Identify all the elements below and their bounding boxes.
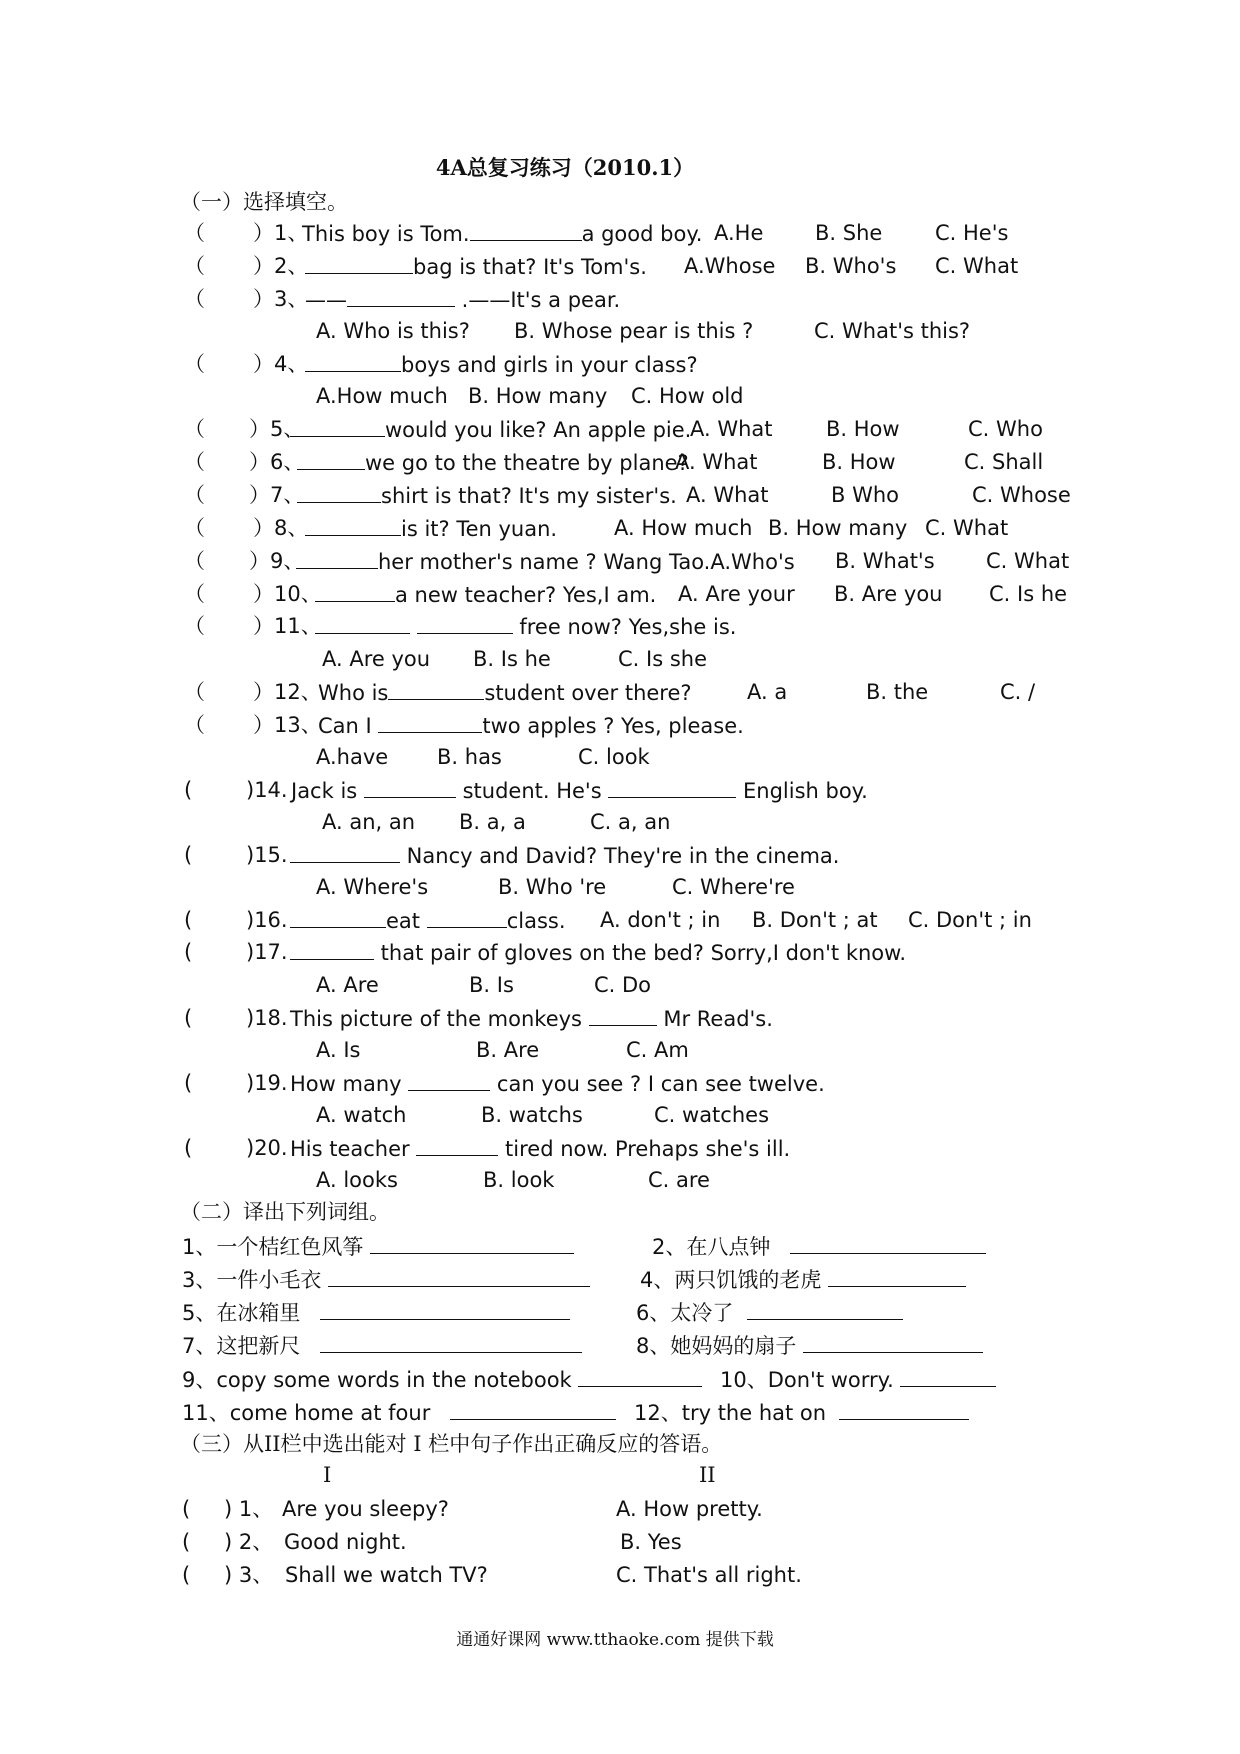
question-12: （ ）12、 Who is student over there? A. a B. the C. / bbox=[0, 677, 1240, 707]
match-row-3: ( ) 3、 Shall we watch TV? C. That's all right. bbox=[182, 1563, 802, 1587]
question-17: ( )17. that pair of gloves on the bed? Sorry,I don't know. bbox=[0, 937, 1240, 967]
section2-heading: （二）译出下列词组。 bbox=[180, 1200, 390, 1224]
question-17-options: A. Are B. Is C. Do bbox=[316, 973, 652, 997]
blank[interactable] bbox=[364, 775, 456, 798]
phrase-row-3: 5、在冰箱里 6、太冷了 bbox=[0, 1297, 1240, 1327]
blank[interactable] bbox=[828, 1264, 966, 1287]
page-title: 4A总复习练习（2010.1） bbox=[435, 155, 695, 180]
question-14: ( )14. Jack is student. He's English boy. bbox=[0, 775, 1240, 805]
question-16: ( )16. eat class. A. don't ; in B. Don't ; at C. Don't ; in bbox=[0, 905, 1240, 935]
blank[interactable] bbox=[417, 611, 513, 634]
question-20: ( )20. His teacher tired now. Prehaps she's ill. bbox=[0, 1133, 1240, 1163]
blank[interactable] bbox=[470, 218, 582, 241]
question-14-options: A. an, an B. a, a C. a, an bbox=[322, 810, 671, 834]
question-5: （ ）5、 would you like? An apple pie. A. What B. How C. Who bbox=[0, 414, 1240, 444]
question-8: （ ）8、 is it? Ten yuan. A. How much B. How many C. What bbox=[0, 513, 1240, 543]
section3-heading: （三）从II栏中选出能对 I 栏中句子作出正确反应的答语。 bbox=[180, 1432, 723, 1456]
question-3-options: A. Who is this? B. Whose pear is this ? C. What's this? bbox=[316, 319, 971, 343]
question-6: （ ）6、 we go to the theatre by plane? A. What B. How C. Shall bbox=[0, 447, 1240, 477]
question-2: （ ）2、 bag is that? It's Tom's. A.Whose B. Who's C. What bbox=[0, 251, 1240, 281]
blank[interactable] bbox=[290, 414, 385, 437]
question-19-options: A. watch B. watchs C. watches bbox=[316, 1103, 770, 1127]
match-row-2: ( ) 2、 Good night. B. Yes bbox=[182, 1530, 682, 1554]
blank[interactable] bbox=[608, 775, 736, 798]
blank[interactable] bbox=[747, 1297, 903, 1320]
phrase-row-1: 1、一个桔红色风筝 2、在八点钟 bbox=[0, 1231, 1240, 1261]
blank[interactable] bbox=[297, 447, 365, 470]
blank[interactable] bbox=[427, 905, 507, 928]
blank[interactable] bbox=[305, 513, 401, 536]
question-11: （ ）11、 free now? Yes,she is. bbox=[0, 611, 1240, 641]
question-13: （ ）13、 Can I two apples ? Yes, please. bbox=[0, 710, 1240, 740]
question-20-options: A. looks B. look C. are bbox=[316, 1168, 710, 1192]
phrase-row-4: 7、这把新尺 8、她妈妈的扇子 bbox=[0, 1330, 1240, 1360]
question-10: （ ）10、 a new teacher? Yes,I am. A. Are your B. Are you C. Is he bbox=[0, 579, 1240, 609]
question-4-options: A.How much B. How many C. How old bbox=[316, 384, 744, 408]
blank[interactable] bbox=[900, 1364, 996, 1387]
blank[interactable] bbox=[388, 677, 484, 700]
column-headers: I II bbox=[323, 1463, 716, 1487]
match-row-1: ( ) 1、 Are you sleepy? A. How pretty. bbox=[182, 1497, 763, 1521]
phrase-row-2: 3、一件小毛衣 4、两只饥饿的老虎 bbox=[0, 1264, 1240, 1294]
blank[interactable] bbox=[416, 1133, 498, 1156]
blank[interactable] bbox=[315, 611, 410, 634]
blank[interactable] bbox=[589, 1003, 657, 1026]
blank[interactable] bbox=[305, 251, 413, 274]
blank[interactable] bbox=[378, 710, 482, 733]
question-7: （ ）7、 shirt is that? It's my sister's. A. What B Who C. Whose bbox=[0, 480, 1240, 510]
section1-heading: （一）选择填空。 bbox=[180, 190, 348, 214]
blank[interactable] bbox=[320, 1297, 570, 1320]
blank[interactable] bbox=[450, 1397, 616, 1420]
blank[interactable] bbox=[290, 937, 374, 960]
footer: 通通好课网 www.tthaoke.com 提供下载 bbox=[456, 1630, 774, 1650]
question-9: （ ）9、 her mother's name ? Wang Tao.A.Who's B. What's C. What bbox=[0, 546, 1240, 576]
blank[interactable] bbox=[790, 1231, 986, 1254]
phrase-row-5: 9、copy some words in the notebook 10、Don't worry. bbox=[0, 1364, 1240, 1394]
question-18: ( )18. This picture of the monkeys Mr Read's. bbox=[0, 1003, 1240, 1033]
question-1: （ ）1、 This boy is Tom. a good boy. A.He B. She C. He's bbox=[0, 218, 1240, 248]
question-15: ( )15. Nancy and David? They're in the cinema. bbox=[0, 840, 1240, 870]
blank[interactable] bbox=[296, 546, 378, 569]
question-15-options: A. Where's B. Who 're C. Where're bbox=[316, 875, 795, 899]
question-13-options: A.have B. has C. look bbox=[316, 745, 650, 769]
blank[interactable] bbox=[839, 1397, 969, 1420]
blank[interactable] bbox=[320, 1330, 582, 1353]
blank[interactable] bbox=[290, 840, 400, 863]
blank[interactable] bbox=[290, 905, 386, 928]
question-4: （ ）4、 boys and girls in your class? bbox=[0, 349, 1240, 379]
blank[interactable] bbox=[803, 1330, 983, 1353]
blank[interactable] bbox=[370, 1231, 574, 1254]
blank[interactable] bbox=[328, 1264, 590, 1287]
blank[interactable] bbox=[297, 480, 381, 503]
question-11-options: A. Are you B. Is he C. Is she bbox=[322, 647, 707, 671]
answer-paren-1: （ bbox=[184, 221, 205, 245]
blank[interactable] bbox=[315, 579, 395, 602]
blank[interactable] bbox=[408, 1068, 490, 1091]
blank[interactable] bbox=[347, 284, 455, 307]
question-19: ( )19. How many can you see ? I can see twelve. bbox=[0, 1068, 1240, 1098]
question-18-options: A. Is B. Are C. Am bbox=[316, 1038, 689, 1062]
blank[interactable] bbox=[578, 1364, 702, 1387]
blank[interactable] bbox=[305, 349, 401, 372]
question-3: （ ）3、 —— .——It's a pear. bbox=[0, 284, 1240, 314]
phrase-row-6: 11、come home at four 12、try the hat on bbox=[0, 1397, 1240, 1427]
